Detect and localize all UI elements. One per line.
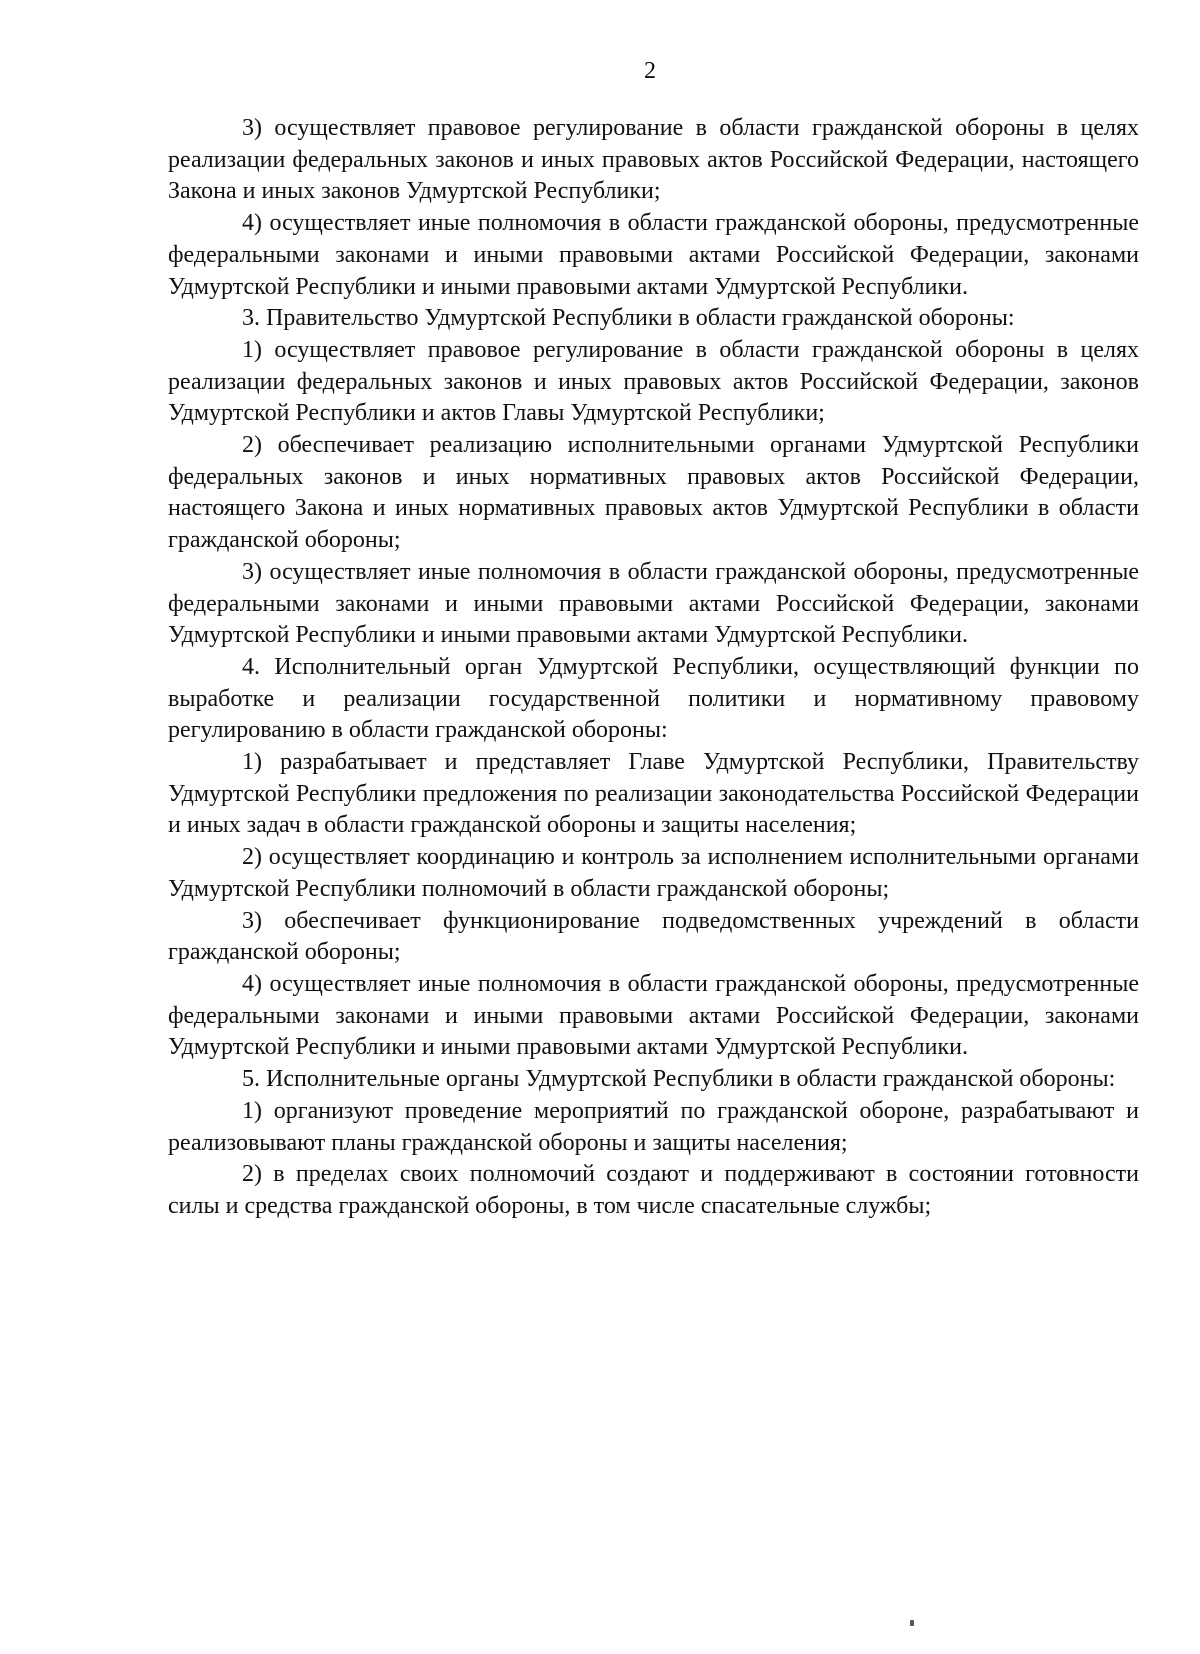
- paragraph: 3) осуществляет правовое регулирование в области гражданской обороны в целях реализации федеральных законов и иных правовых актов Российской Федерации, настоящего Закона и иных законов Удмуртской Республики;: [168, 115, 1139, 205]
- paragraph: 1) осуществляет правовое регулирование в области гражданской обороны в целях реализации федеральных законов и иных правовых актов Российской Федерации, законов Удмуртской Республики и актов Главы Удмуртской Республики;: [168, 336, 1139, 427]
- paragraph: 5. Исполнительные органы Удмуртской Республики в области гражданской обороны:: [242, 1066, 1116, 1093]
- document-body: [168, 113, 1139, 1223]
- paragraph: 2) осуществляет координацию и контроль за исполнением исполнительными органами Удмуртской Республики полномочий в области гражданской обороны;: [168, 844, 1139, 902]
- scan-speck: [910, 1620, 914, 1626]
- page-number: 2: [644, 58, 656, 84]
- paragraph: 3. Правительство Удмуртской Республики в области гражданской обороны:: [242, 305, 1015, 332]
- paragraph: 4. Исполнительный орган Удмуртской Республики, осуществляющий функции по выработке и реализации государственной политики и нормативному правовому регулированию в области гражданской обороны:: [168, 653, 1139, 744]
- paragraph: 1) организуют проведение мероприятий по гражданской обороне, разрабатывают и реализовывают планы гражданской обороны и защиты населения;: [168, 1097, 1139, 1156]
- paragraph: 2) обеспечивает реализацию исполнительными органами Удмуртской Республики федеральных законов и иных нормативных правовых актов Российской Федерации, настоящего Закона и иных нормативных правовых актов Удмуртской Республики в области гражданской обороны;: [168, 432, 1139, 554]
- paragraph: 4) осуществляет иные полномочия в области гражданской обороны, предусмотренные федеральными законами и иными правовыми актами Российской Федерации, законами Удмуртской Республики и иными правовыми актами Удмуртской Республики.: [168, 970, 1139, 1061]
- paragraph: 3) обеспечивает функционирование подведомственных учреждений в области гражданской обороны;: [168, 907, 1139, 966]
- paragraph: 1) разрабатывает и представляет Главе Удмуртской Республики, Правительству Удмуртской Республики предложения по реализации законодательства Российской Федерации и иных задач в области гражданской обороны и защиты населения;: [168, 749, 1139, 839]
- paragraph: 3) осуществляет иные полномочия в области гражданской обороны, предусмотренные федеральными законами и иными правовыми актами Российской Федерации, законами Удмуртской Республики и иными правовыми актами Удмуртской Республики.: [168, 558, 1139, 649]
- paragraph: 4) осуществляет иные полномочия в области гражданской обороны, предусмотренные федеральными законами и иными правовыми актами Российской Федерации, законами Удмуртской Республики и иными правовыми актами Удмуртской Республики.: [168, 210, 1139, 300]
- paragraph: 2) в пределах своих полномочий создают и поддерживают в состоянии готовности силы и средства гражданской обороны, в том числе спасательные службы;: [168, 1161, 1139, 1219]
